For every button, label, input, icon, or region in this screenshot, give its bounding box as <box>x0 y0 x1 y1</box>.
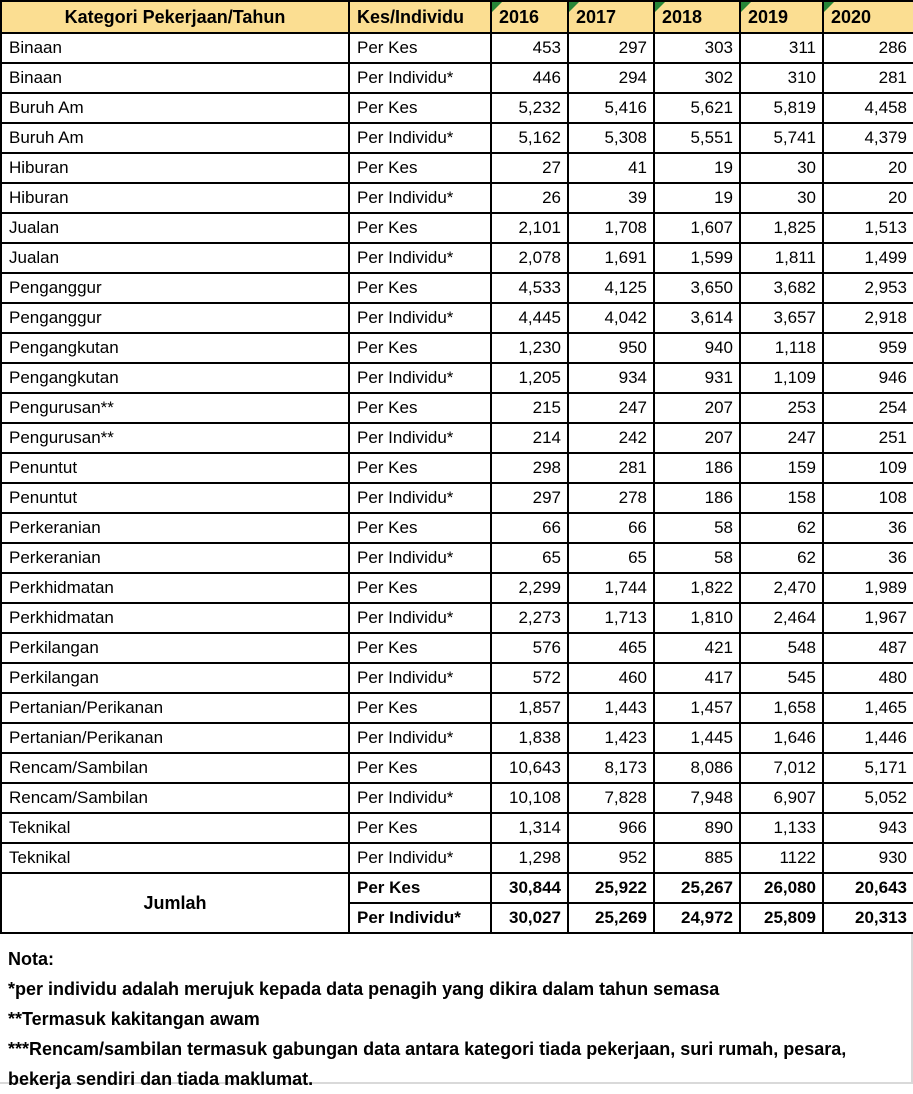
value-cell: 460 <box>568 663 654 693</box>
value-cell: 2,464 <box>740 603 823 633</box>
value-cell: 2,918 <box>823 303 913 333</box>
table-row <box>1 813 913 843</box>
value-cell: 297 <box>491 483 568 513</box>
year-label: 2019 <box>748 7 789 27</box>
value-cell: 487 <box>823 633 913 663</box>
type-cell: Per Individu* <box>349 63 491 93</box>
table-row <box>1 303 913 333</box>
category-cell: Hiburan <box>1 183 349 213</box>
category-cell: Binaan <box>1 63 349 93</box>
category-cell: Perkilangan <box>1 663 349 693</box>
value-cell: 4,125 <box>568 273 654 303</box>
value-cell: 1,109 <box>740 363 823 393</box>
type-cell: Per Individu* <box>349 303 491 333</box>
header-year-2019 <box>740 1 823 33</box>
year-label: 2018 <box>662 7 703 27</box>
value-cell: 19 <box>654 183 740 213</box>
table-row <box>1 153 913 183</box>
value-cell: 572 <box>491 663 568 693</box>
value-cell: 1,810 <box>654 603 740 633</box>
total-row-per-kes <box>1 873 913 903</box>
value-cell: 6,907 <box>740 783 823 813</box>
total-value-cell: 20,643 <box>823 873 913 903</box>
value-cell: 3,650 <box>654 273 740 303</box>
value-cell: 247 <box>568 393 654 423</box>
total-value-cell: 20,313 <box>823 903 913 933</box>
value-cell: 5,232 <box>491 93 568 123</box>
value-cell: 950 <box>568 333 654 363</box>
type-cell: Per Kes <box>349 573 491 603</box>
value-cell: 66 <box>568 513 654 543</box>
category-cell: Pengangkutan <box>1 333 349 363</box>
value-cell: 5,171 <box>823 753 913 783</box>
value-cell: 66 <box>491 513 568 543</box>
value-cell: 20 <box>823 183 913 213</box>
value-cell: 8,173 <box>568 753 654 783</box>
cell-flag-triangle-icon <box>655 2 665 12</box>
value-cell: 5,052 <box>823 783 913 813</box>
table-row <box>1 243 913 273</box>
value-cell: 20 <box>823 153 913 183</box>
value-cell: 62 <box>740 543 823 573</box>
table-row <box>1 663 913 693</box>
value-cell: 3,614 <box>654 303 740 333</box>
total-value-cell: 30,027 <box>491 903 568 933</box>
category-cell: Teknikal <box>1 843 349 873</box>
value-cell: 5,551 <box>654 123 740 153</box>
table-row <box>1 783 913 813</box>
total-value-cell: 30,844 <box>491 873 568 903</box>
type-cell: Per Kes <box>349 513 491 543</box>
value-cell: 421 <box>654 633 740 663</box>
value-cell: 207 <box>654 423 740 453</box>
header-year-2020 <box>823 1 913 33</box>
value-cell: 417 <box>654 663 740 693</box>
category-cell: Teknikal <box>1 813 349 843</box>
value-cell: 480 <box>823 663 913 693</box>
table-row <box>1 723 913 753</box>
value-cell: 294 <box>568 63 654 93</box>
value-cell: 297 <box>568 33 654 63</box>
value-cell: 1,446 <box>823 723 913 753</box>
value-cell: 1,822 <box>654 573 740 603</box>
category-cell: Hiburan <box>1 153 349 183</box>
table-totals <box>1 873 913 933</box>
table-row <box>1 333 913 363</box>
total-value-cell: 25,922 <box>568 873 654 903</box>
value-cell: 5,741 <box>740 123 823 153</box>
value-cell: 1,230 <box>491 333 568 363</box>
value-cell: 1,646 <box>740 723 823 753</box>
category-cell: Penganggur <box>1 273 349 303</box>
table-row <box>1 573 913 603</box>
total-value-cell: 24,972 <box>654 903 740 933</box>
value-cell: 1,691 <box>568 243 654 273</box>
category-cell: Perkhidmatan <box>1 603 349 633</box>
type-cell: Per Kes <box>349 453 491 483</box>
value-cell: 10,108 <box>491 783 568 813</box>
value-cell: 58 <box>654 513 740 543</box>
value-cell: 885 <box>654 843 740 873</box>
value-cell: 1,825 <box>740 213 823 243</box>
table-row <box>1 483 913 513</box>
value-cell: 41 <box>568 153 654 183</box>
value-cell: 10,643 <box>491 753 568 783</box>
category-cell: Penganggur <box>1 303 349 333</box>
value-cell: 2,470 <box>740 573 823 603</box>
value-cell: 207 <box>654 393 740 423</box>
category-cell: Perkeranian <box>1 543 349 573</box>
year-label: 2017 <box>576 7 617 27</box>
type-cell: Per Kes <box>349 93 491 123</box>
value-cell: 27 <box>491 153 568 183</box>
value-cell: 1,513 <box>823 213 913 243</box>
cell-flag-triangle-icon <box>569 2 579 12</box>
value-cell: 5,621 <box>654 93 740 123</box>
value-cell: 1122 <box>740 843 823 873</box>
value-cell: 1,967 <box>823 603 913 633</box>
type-cell: Per Individu* <box>349 543 491 573</box>
category-cell: Penuntut <box>1 483 349 513</box>
type-cell: Per Individu* <box>349 243 491 273</box>
table-row <box>1 753 913 783</box>
value-cell: 242 <box>568 423 654 453</box>
value-cell: 39 <box>568 183 654 213</box>
type-cell: Per Individu* <box>349 843 491 873</box>
category-cell: Pertanian/Perikanan <box>1 693 349 723</box>
note-line-kakitangan-awam: **Termasuk kakitangan awam <box>8 1009 260 1029</box>
value-cell: 959 <box>823 333 913 363</box>
total-type-cell: Per Individu* <box>349 903 491 933</box>
table-row <box>1 633 913 663</box>
value-cell: 1,713 <box>568 603 654 633</box>
header-category-column: Kategori Pekerjaan/Tahun <box>1 1 349 33</box>
value-cell: 186 <box>654 453 740 483</box>
value-cell: 1,708 <box>568 213 654 243</box>
value-cell: 1,857 <box>491 693 568 723</box>
value-cell: 281 <box>568 453 654 483</box>
category-cell: Pengurusan** <box>1 393 349 423</box>
value-cell: 2,299 <box>491 573 568 603</box>
value-cell: 1,445 <box>654 723 740 753</box>
table-row <box>1 63 913 93</box>
value-cell: 303 <box>654 33 740 63</box>
category-cell: Pengurusan** <box>1 423 349 453</box>
table-row <box>1 123 913 153</box>
value-cell: 934 <box>568 363 654 393</box>
type-cell: Per Kes <box>349 273 491 303</box>
value-cell: 251 <box>823 423 913 453</box>
value-cell: 158 <box>740 483 823 513</box>
type-cell: Per Individu* <box>349 183 491 213</box>
table-row <box>1 513 913 543</box>
note-line-per-individu: *per individu adalah merujuk kepada data penagih yang dikira dalam tahun semasa <box>8 979 720 999</box>
value-cell: 930 <box>823 843 913 873</box>
value-cell: 5,162 <box>491 123 568 153</box>
category-cell: Binaan <box>1 33 349 63</box>
cell-flag-triangle-icon <box>824 2 834 12</box>
value-cell: 214 <box>491 423 568 453</box>
value-cell: 4,042 <box>568 303 654 333</box>
total-value-cell: 25,269 <box>568 903 654 933</box>
category-cell: Pengangkutan <box>1 363 349 393</box>
value-cell: 1,298 <box>491 843 568 873</box>
value-cell: 159 <box>740 453 823 483</box>
value-cell: 215 <box>491 393 568 423</box>
value-cell: 62 <box>740 513 823 543</box>
value-cell: 58 <box>654 543 740 573</box>
value-cell: 1,838 <box>491 723 568 753</box>
value-cell: 311 <box>740 33 823 63</box>
value-cell: 253 <box>740 393 823 423</box>
category-cell: Jualan <box>1 243 349 273</box>
value-cell: 1,457 <box>654 693 740 723</box>
value-cell: 1,465 <box>823 693 913 723</box>
value-cell: 1,607 <box>654 213 740 243</box>
type-cell: Per Individu* <box>349 423 491 453</box>
category-cell: Perkeranian <box>1 513 349 543</box>
value-cell: 4,458 <box>823 93 913 123</box>
table-row <box>1 213 913 243</box>
value-cell: 30 <box>740 153 823 183</box>
table-row <box>1 273 913 303</box>
total-value-cell: 26,080 <box>740 873 823 903</box>
header-year-2017 <box>568 1 654 33</box>
value-cell: 2,273 <box>491 603 568 633</box>
notes-title: Nota: <box>8 949 54 969</box>
total-value-cell: 25,809 <box>740 903 823 933</box>
value-cell: 30 <box>740 183 823 213</box>
table-row <box>1 93 913 123</box>
value-cell: 286 <box>823 33 913 63</box>
value-cell: 4,379 <box>823 123 913 153</box>
cell-flag-triangle-icon <box>741 2 751 12</box>
value-cell: 36 <box>823 513 913 543</box>
value-cell: 3,682 <box>740 273 823 303</box>
table-row <box>1 543 913 573</box>
note-line-rencam-sambilan: ***Rencam/sambilan termasuk gabungan data antara kategori tiada pekerjaan, suri rumah, pesara, bekerja sendiri dan tiada maklumat. <box>8 1039 847 1089</box>
value-cell: 278 <box>568 483 654 513</box>
value-cell: 465 <box>568 633 654 663</box>
value-cell: 2,101 <box>491 213 568 243</box>
type-cell: Per Kes <box>349 333 491 363</box>
value-cell: 5,308 <box>568 123 654 153</box>
value-cell: 943 <box>823 813 913 843</box>
category-cell: Penuntut <box>1 453 349 483</box>
total-label-cell: Jumlah <box>1 873 349 933</box>
value-cell: 940 <box>654 333 740 363</box>
category-cell: Rencam/Sambilan <box>1 783 349 813</box>
value-cell: 36 <box>823 543 913 573</box>
value-cell: 8,086 <box>654 753 740 783</box>
table-row <box>1 603 913 633</box>
header-row <box>1 1 913 33</box>
value-cell: 576 <box>491 633 568 663</box>
category-cell: Perkhidmatan <box>1 573 349 603</box>
value-cell: 952 <box>568 843 654 873</box>
value-cell: 1,118 <box>740 333 823 363</box>
category-cell: Rencam/Sambilan <box>1 753 349 783</box>
value-cell: 65 <box>491 543 568 573</box>
value-cell: 453 <box>491 33 568 63</box>
type-cell: Per Kes <box>349 393 491 423</box>
type-cell: Per Kes <box>349 633 491 663</box>
value-cell: 298 <box>491 453 568 483</box>
category-cell: Buruh Am <box>1 93 349 123</box>
header-year-2018 <box>654 1 740 33</box>
value-cell: 446 <box>491 63 568 93</box>
value-cell: 108 <box>823 483 913 513</box>
table-row <box>1 393 913 423</box>
type-cell: Per Individu* <box>349 663 491 693</box>
value-cell: 1,499 <box>823 243 913 273</box>
value-cell: 931 <box>654 363 740 393</box>
value-cell: 26 <box>491 183 568 213</box>
value-cell: 1,423 <box>568 723 654 753</box>
value-cell: 65 <box>568 543 654 573</box>
value-cell: 2,953 <box>823 273 913 303</box>
table-row <box>1 423 913 453</box>
type-cell: Per Kes <box>349 813 491 843</box>
value-cell: 310 <box>740 63 823 93</box>
type-cell: Per Individu* <box>349 363 491 393</box>
value-cell: 1,744 <box>568 573 654 603</box>
type-cell: Per Individu* <box>349 123 491 153</box>
table-row <box>1 183 913 213</box>
table-row <box>1 693 913 723</box>
category-cell: Buruh Am <box>1 123 349 153</box>
value-cell: 109 <box>823 453 913 483</box>
type-cell: Per Kes <box>349 33 491 63</box>
year-label: 2016 <box>499 7 540 27</box>
type-cell: Per Individu* <box>349 723 491 753</box>
value-cell: 1,599 <box>654 243 740 273</box>
value-cell: 7,948 <box>654 783 740 813</box>
total-type-cell: Per Kes <box>349 873 491 903</box>
value-cell: 1,989 <box>823 573 913 603</box>
table-row <box>1 453 913 483</box>
value-cell: 186 <box>654 483 740 513</box>
value-cell: 1,811 <box>740 243 823 273</box>
value-cell: 1,443 <box>568 693 654 723</box>
value-cell: 247 <box>740 423 823 453</box>
value-cell: 548 <box>740 633 823 663</box>
table-row <box>1 33 913 63</box>
value-cell: 302 <box>654 63 740 93</box>
value-cell: 5,819 <box>740 93 823 123</box>
category-cell: Jualan <box>1 213 349 243</box>
value-cell: 890 <box>654 813 740 843</box>
value-cell: 4,445 <box>491 303 568 333</box>
value-cell: 281 <box>823 63 913 93</box>
value-cell: 3,657 <box>740 303 823 333</box>
value-cell: 5,416 <box>568 93 654 123</box>
category-cell: Perkilangan <box>1 633 349 663</box>
value-cell: 1,133 <box>740 813 823 843</box>
table-row <box>1 843 913 873</box>
year-label: 2020 <box>831 7 872 27</box>
type-cell: Per Individu* <box>349 603 491 633</box>
header-type-column: Kes/Individu <box>349 1 491 33</box>
value-cell: 1,314 <box>491 813 568 843</box>
value-cell: 946 <box>823 363 913 393</box>
notes-section <box>0 934 913 1089</box>
value-cell: 545 <box>740 663 823 693</box>
type-cell: Per Kes <box>349 153 491 183</box>
value-cell: 1,205 <box>491 363 568 393</box>
header-year-2016 <box>491 1 568 33</box>
type-cell: Per Kes <box>349 753 491 783</box>
value-cell: 7,828 <box>568 783 654 813</box>
value-cell: 2,078 <box>491 243 568 273</box>
type-cell: Per Individu* <box>349 483 491 513</box>
type-cell: Per Kes <box>349 213 491 243</box>
value-cell: 19 <box>654 153 740 183</box>
type-cell: Per Kes <box>349 693 491 723</box>
value-cell: 4,533 <box>491 273 568 303</box>
category-cell: Pertanian/Perikanan <box>1 723 349 753</box>
value-cell: 966 <box>568 813 654 843</box>
total-value-cell: 25,267 <box>654 873 740 903</box>
value-cell: 254 <box>823 393 913 423</box>
table-row <box>1 363 913 393</box>
type-cell: Per Individu* <box>349 783 491 813</box>
value-cell: 7,012 <box>740 753 823 783</box>
value-cell: 1,658 <box>740 693 823 723</box>
table-body <box>1 33 913 873</box>
cell-flag-triangle-icon <box>492 2 502 12</box>
